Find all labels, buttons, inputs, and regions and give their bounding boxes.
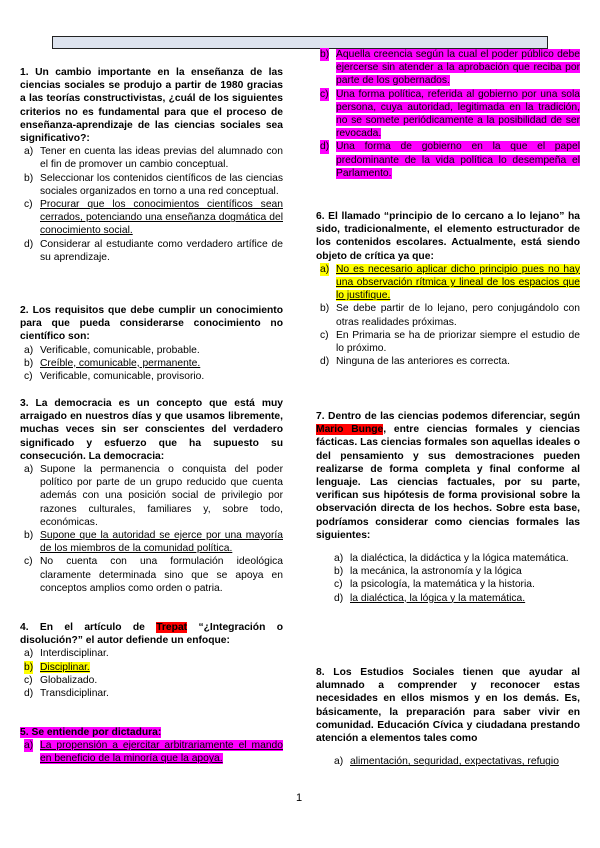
option-letter: a)	[334, 553, 344, 565]
question-4-text	[20, 621, 283, 647]
option-2b	[20, 357, 283, 370]
option-letter: d)	[320, 141, 330, 153]
question-6-text: 6. El llamado “principio de lo cercano a lo lejano” ha sido, tradicionalmente, el elemento estructurador de los contenidos escolares. Actualmente, está siendo objeto de crítica ya que:	[316, 211, 580, 262]
question-4-suffix: “¿Integración o disolución?” el autor defiende un enfoque:	[20, 622, 283, 647]
option-4c	[20, 674, 283, 687]
question-7-suffix: , entre ciencias formales y ciencias fácticas. Las ciencias formales son aquellas ideales o del pensamiento y sus demostraciones pueden realizarse de forma completa y final conforme al lenguaje. Las ciencias factuales, por su parte, verifican sus hipótesis de forma provisional sobre la observación directa de los hechos. Sobre esta base, podríamos considerar como ciencias formales las siguientes:	[316, 424, 580, 541]
question-1	[20, 66, 283, 264]
question-3-text: 3. La democracia es un concepto que está muy arraigado en nuestros días y que usamos libremente, muchas veces sin ser conscientes del verdadero significado y esfuerzo que ha supuesto su consecución. La democracia:	[20, 398, 283, 462]
option-1b	[20, 172, 283, 198]
option-1d	[20, 238, 283, 264]
question-6	[316, 210, 580, 368]
option-text: alimentación, seguridad, expectativas, refugio	[350, 756, 559, 768]
option-letter: b)	[24, 530, 34, 542]
option-letter: a)	[24, 464, 34, 476]
question-4-prefix: 4. En el artículo de	[20, 622, 157, 633]
option-text: Procurar que los conocimientos científicos sean cerrados, potenciando una enseñanza dogmática del conocimiento social.	[40, 199, 283, 237]
option-7a	[330, 552, 580, 565]
question-3	[20, 397, 283, 595]
option-text: Verificable, comunicable, probable.	[40, 344, 200, 356]
option-text: la dialéctica, la lógica y la matemática.	[350, 592, 526, 604]
option-text: Una forma de gobierno en la que el papel predominante de la vida política lo desempeña el Parlamento.	[336, 141, 580, 179]
option-letter: a)	[24, 146, 34, 158]
option-letter: c)	[320, 329, 329, 341]
option-text: Aquella creencia según la cual el poder público debe ejercerse sin atender a la aprobación que reciba por parte de los gobernados.	[336, 49, 580, 87]
option-letter: d)	[334, 592, 344, 604]
option-text: Seleccionar los contenidos científicos de las ciencias sociales organizados en torno a una red conceptual.	[40, 172, 283, 197]
option-letter: a)	[24, 648, 34, 660]
option-6d	[316, 355, 580, 368]
question-8-options	[316, 755, 580, 768]
option-letter: b)	[24, 661, 34, 673]
option-4b	[20, 661, 283, 674]
option-letter: c)	[24, 674, 33, 686]
option-letter: a)	[320, 263, 330, 275]
question-2-options	[20, 344, 283, 384]
option-6a	[316, 263, 580, 303]
option-letter: d)	[24, 688, 34, 700]
option-text: En Primaria se ha de priorizar siempre el estudio de lo próximo.	[336, 329, 580, 355]
option-text: Interdisciplinar.	[40, 648, 109, 660]
question-5	[20, 726, 283, 766]
option-2a	[20, 344, 283, 357]
option-letter: c)	[320, 88, 329, 100]
question-5-continued	[316, 48, 580, 180]
option-letter: d)	[24, 238, 34, 250]
option-7c	[330, 578, 580, 591]
option-2c	[20, 370, 283, 383]
option-5d	[316, 140, 580, 180]
author-highlight: Mario Bunge	[316, 424, 384, 436]
question-8	[316, 666, 580, 768]
question-7-prefix: 7. Dentro de las ciencias podemos diferenciar, según	[316, 411, 580, 422]
option-8a	[330, 755, 580, 768]
option-5c	[316, 88, 580, 141]
option-text: Disciplinar.	[40, 661, 90, 673]
page-number: 1	[296, 792, 303, 804]
option-text: la mecánica, la astronomía y la lógica	[350, 566, 522, 578]
question-1-options	[20, 145, 283, 264]
option-text: Globalizado.	[40, 674, 98, 686]
option-letter: b)	[320, 303, 330, 315]
question-5-label: 5. Se entiende por dictadura:	[20, 727, 162, 738]
option-6c	[316, 329, 580, 355]
question-5-options	[20, 739, 283, 765]
question-6-options	[316, 263, 580, 369]
option-text: No cuenta con una formulación ideológica claramente determinada sino que se apoya en conceptos amplios como orden o patria.	[40, 556, 283, 594]
option-1a	[20, 145, 283, 171]
option-text: Transdiciplinar.	[40, 688, 109, 700]
option-text: Supone que la autoridad se ejerce por una mayoría de los miembros de la comunidad política.	[40, 530, 283, 555]
option-letter: b)	[334, 566, 344, 578]
question-2-text: 2. Los requisitos que debe cumplir un conocimiento para que pueda considerarse conocimiento no científico son:	[20, 305, 283, 343]
option-text: La propensión a ejercitar arbitrariamente el mando en beneficio de la minoría que la apoya.	[40, 740, 283, 765]
option-5a	[20, 739, 283, 765]
option-text: la dialéctica, la didáctica y la lógica matemática.	[350, 553, 569, 565]
option-5b	[316, 48, 580, 88]
author-highlight: Trepat	[156, 622, 188, 633]
option-letter: c)	[24, 199, 33, 211]
option-text: Supone la permanencia o conquista del poder político por parte de un grupo reducido que cuenta además con una posición social de privilegio por razones culturales, familiares y, sobre todo, económicas.	[40, 464, 283, 528]
option-letter: a)	[24, 740, 34, 752]
question-7-options	[316, 552, 580, 605]
option-text: Verificable, comunicable, provisorio.	[40, 371, 205, 383]
option-text: Ninguna de las anteriores es correcta.	[336, 356, 510, 368]
option-4d	[20, 687, 283, 700]
option-3a	[20, 463, 283, 529]
option-1c	[20, 198, 283, 238]
question-5-text	[20, 726, 283, 739]
option-3c	[20, 555, 283, 595]
option-letter: b)	[24, 172, 34, 184]
question-7	[316, 410, 580, 605]
option-text: Considerar al estudiante como verdadero artífice de su aprendizaje.	[40, 238, 283, 263]
option-text: Tener en cuenta las ideas previas del alumnado con el fin de promover un cambio conceptual.	[40, 146, 283, 171]
option-text: No es necesario aplicar dicho principio pues no hay una observación rítmica y lineal de los espacios que lo justifique.	[336, 263, 580, 302]
option-letter: b)	[24, 357, 34, 369]
option-letter: c)	[334, 579, 343, 591]
question-4	[20, 621, 283, 700]
option-text: la psicología, la matemática y la historia.	[350, 579, 535, 591]
option-letter: c)	[24, 556, 33, 568]
option-letter: d)	[320, 356, 330, 368]
option-letter: c)	[24, 371, 33, 383]
question-1-text: 1. Un cambio importante en la enseñanza de las ciencias sociales se produjo a partir de 1980 gracias a las teorías constructivistas, ¿cuál de los siguientes criterios no es fundamental para que el proceso de enseñanza-aprendizaje de las ciencias sociales sea significativo?:	[20, 67, 283, 145]
option-text: Se debe partir de lo lejano, pero conjugándolo con otras realidades próximas.	[336, 303, 580, 328]
option-text: Una forma política, referida al gobierno por una sola persona, cuya autoridad, legitimada en la tradición, no se somete periódicamente a la posibilidad de ser revocada.	[336, 88, 580, 140]
question-7-text	[316, 410, 580, 542]
option-letter: b)	[320, 49, 330, 60]
option-letter: a)	[24, 344, 34, 356]
question-8-text: 8. Los Estudios Sociales tienen que ayudar al alumnado a comprender y reconocer estas necesidades en ellos mismos y en los demás. Es, básicamente, la preparación para saber vivir en comunidad. Educación Cívica y ciudadana prestando atención a elementos tales como	[316, 667, 580, 745]
option-text: Creíble, comunicable, permanente.	[40, 357, 201, 369]
option-4a	[20, 647, 283, 660]
option-7b	[330, 565, 580, 578]
question-4-options	[20, 647, 283, 700]
question-5-options-cont	[316, 48, 580, 180]
option-3b	[20, 529, 283, 555]
option-letter: a)	[334, 756, 344, 768]
option-6b	[316, 302, 580, 328]
question-2	[20, 304, 283, 383]
option-7d	[330, 592, 580, 605]
question-3-options	[20, 463, 283, 595]
